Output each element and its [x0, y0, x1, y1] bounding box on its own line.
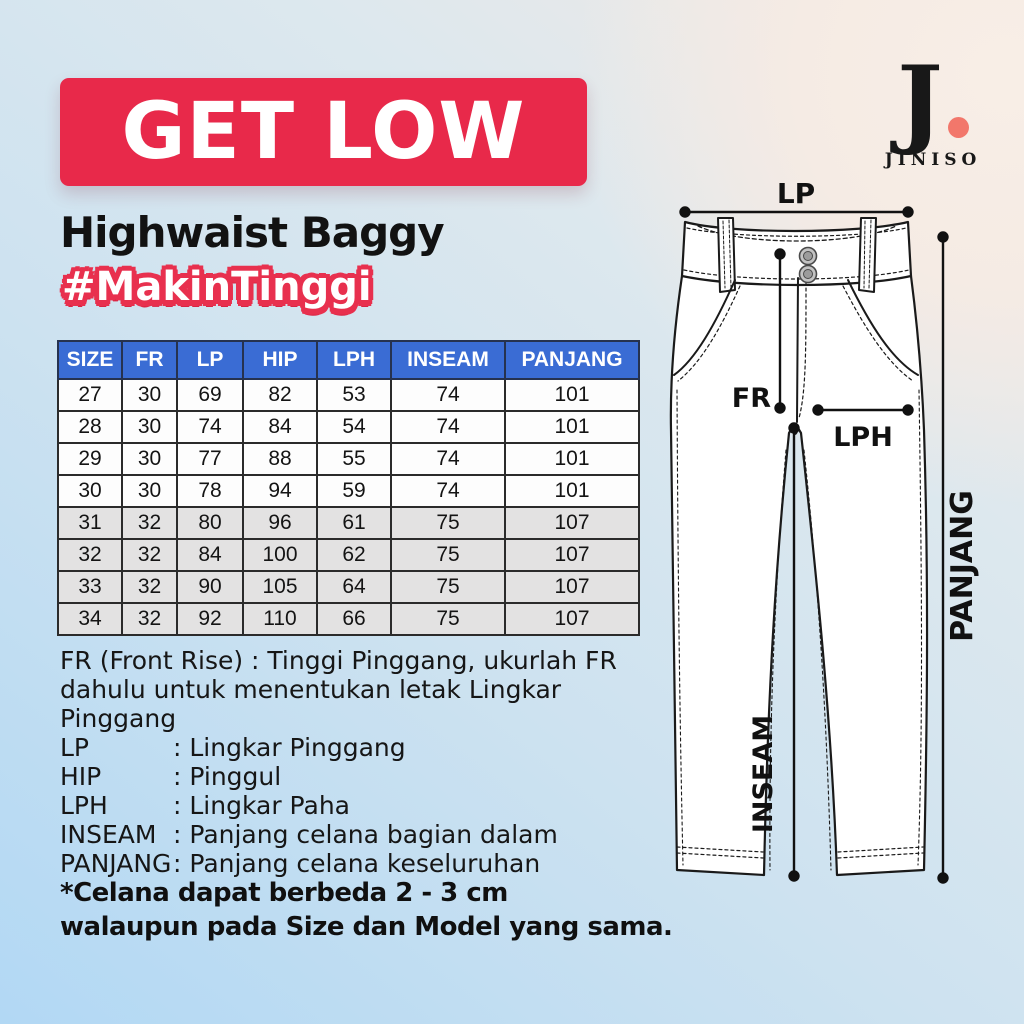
table-cell: 92: [177, 603, 243, 635]
lp-label: LP: [776, 177, 816, 210]
table-cell: 33: [58, 571, 122, 603]
footnote-line2: walaupun pada Size dan Model yang sama.: [60, 912, 673, 942]
table-cell: 94: [243, 475, 317, 507]
table-cell: 101: [505, 411, 639, 443]
title-banner-text: GET LOW: [121, 87, 526, 177]
panjang-dot-bottom: [939, 874, 948, 883]
column-header: FR: [122, 341, 177, 379]
table-cell: 32: [122, 507, 177, 539]
inseam-label: INSEAM: [748, 714, 779, 834]
logo-letter: J: [897, 45, 943, 158]
table-cell: 66: [317, 603, 391, 635]
column-header: INSEAM: [391, 341, 505, 379]
table-cell: 100: [243, 539, 317, 571]
table-cell: 69: [177, 379, 243, 411]
definition-item: [60, 849, 680, 878]
table-cell: 78: [177, 475, 243, 507]
table-header-row: [58, 341, 639, 379]
lph-dot-left: [814, 406, 823, 415]
table-row: [58, 603, 639, 635]
table-cell: 34: [58, 603, 122, 635]
definition-term: LP: [60, 733, 90, 762]
table-cell: 55: [317, 443, 391, 475]
table-cell: 82: [243, 379, 317, 411]
inseam-dot-top: [790, 424, 799, 433]
pants-diagram: [640, 170, 1024, 910]
table-cell: 107: [505, 603, 639, 635]
table-row: [58, 443, 639, 475]
table-cell: 28: [58, 411, 122, 443]
fr-definition-line1: FR (Front Rise) : Tinggi Pinggang, ukurlah FR: [60, 646, 617, 675]
table-cell: 30: [122, 475, 177, 507]
footnote-line1: *Celana dapat berbeda 2 - 3 cm: [60, 878, 508, 908]
table-cell: 77: [177, 443, 243, 475]
definition-item: [60, 820, 680, 849]
inseam-dot-bottom: [790, 872, 799, 881]
panjang-label: PANJANG: [945, 490, 980, 642]
table-cell: 101: [505, 379, 639, 411]
size-chart-table: [57, 340, 640, 636]
definition-term: LPH: [60, 791, 108, 820]
definitions-block: [60, 646, 680, 878]
table-cell: 32: [58, 539, 122, 571]
table-cell: 31: [58, 507, 122, 539]
table-cell: 101: [505, 475, 639, 507]
lph-dot-right: [904, 406, 913, 415]
table-cell: 32: [122, 539, 177, 571]
table-cell: 84: [243, 411, 317, 443]
table-row: [58, 411, 639, 443]
table-cell: 90: [177, 571, 243, 603]
definition-term: HIP: [60, 762, 102, 791]
table-cell: 54: [317, 411, 391, 443]
table-cell: 74: [391, 475, 505, 507]
fr-dot-top: [776, 250, 785, 259]
belt-loop-left: [718, 218, 735, 292]
table-cell: 30: [122, 411, 177, 443]
table-row: [58, 571, 639, 603]
lph-label: LPH: [833, 422, 893, 453]
table-cell: 107: [505, 539, 639, 571]
table-cell: 53: [317, 379, 391, 411]
table-cell: 62: [317, 539, 391, 571]
table-cell: 80: [177, 507, 243, 539]
fr-definition-line2: dahulu untuk menentukan letak Lingkar Pinggang: [60, 675, 562, 733]
table-cell: 84: [177, 539, 243, 571]
table-cell: 59: [317, 475, 391, 507]
definitions-list: [60, 733, 680, 878]
table-cell: 29: [58, 443, 122, 475]
column-header: SIZE: [58, 341, 122, 379]
definition-meaning: : Panjang celana bagian dalam: [173, 820, 558, 849]
column-header: LP: [177, 341, 243, 379]
table-cell: 30: [58, 475, 122, 507]
waist-button-top-inner: [804, 252, 813, 261]
lp-dot-left: [681, 208, 690, 217]
definition-term: INSEAM: [60, 820, 157, 849]
table-cell: 32: [122, 571, 177, 603]
definition-meaning: : Pinggul: [173, 762, 282, 791]
table-cell: 101: [505, 443, 639, 475]
column-header: PANJANG: [505, 341, 639, 379]
table-cell: 88: [243, 443, 317, 475]
belt-loop-right: [859, 218, 876, 292]
table-cell: 75: [391, 603, 505, 635]
table-cell: 30: [122, 379, 177, 411]
table-cell: 75: [391, 507, 505, 539]
waist-button-bottom-inner: [804, 270, 813, 279]
table-cell: 27: [58, 379, 122, 411]
definition-item: [60, 762, 680, 791]
logo-dot-icon: [948, 117, 969, 138]
definition-term: PANJANG: [60, 849, 172, 878]
table-cell: 32: [122, 603, 177, 635]
table-cell: 64: [317, 571, 391, 603]
definition-item: [60, 733, 680, 762]
table-row: [58, 379, 639, 411]
table-cell: 30: [122, 443, 177, 475]
table-row: [58, 539, 639, 571]
logo-monogram: [897, 45, 968, 158]
brand-logo: [868, 45, 998, 171]
table-cell: 74: [391, 411, 505, 443]
fr-label: FR: [731, 383, 771, 414]
hashtag-text: #MakinTinggi: [62, 264, 372, 310]
table-cell: 75: [391, 539, 505, 571]
pants-legs-outline: [671, 276, 927, 875]
table-cell: 96: [243, 507, 317, 539]
title-banner: [60, 78, 587, 186]
table-cell: 107: [505, 571, 639, 603]
table-cell: 110: [243, 603, 317, 635]
column-header: LPH: [317, 341, 391, 379]
table-cell: 74: [391, 379, 505, 411]
table-row: [58, 507, 639, 539]
table-cell: 107: [505, 507, 639, 539]
fly-seam: [797, 278, 798, 422]
fr-dot-bottom: [776, 404, 785, 413]
table-cell: 75: [391, 571, 505, 603]
panjang-dot-top: [939, 233, 948, 242]
size-table-body: [58, 379, 639, 635]
definition-item: [60, 791, 680, 820]
column-header: HIP: [243, 341, 317, 379]
product-subtitle: Highwaist Baggy: [60, 208, 444, 257]
table-cell: 74: [391, 443, 505, 475]
table-cell: 105: [243, 571, 317, 603]
definition-meaning: : Lingkar Paha: [173, 791, 350, 820]
lp-dot-right: [904, 208, 913, 217]
footnote: [60, 876, 672, 944]
definition-meaning: : Panjang celana keseluruhan: [173, 849, 541, 878]
definition-meaning: : Lingkar Pinggang: [173, 733, 406, 762]
table-row: [58, 475, 639, 507]
table-cell: 61: [317, 507, 391, 539]
table-cell: 74: [177, 411, 243, 443]
logo-brand-name: JINISO: [884, 150, 982, 171]
